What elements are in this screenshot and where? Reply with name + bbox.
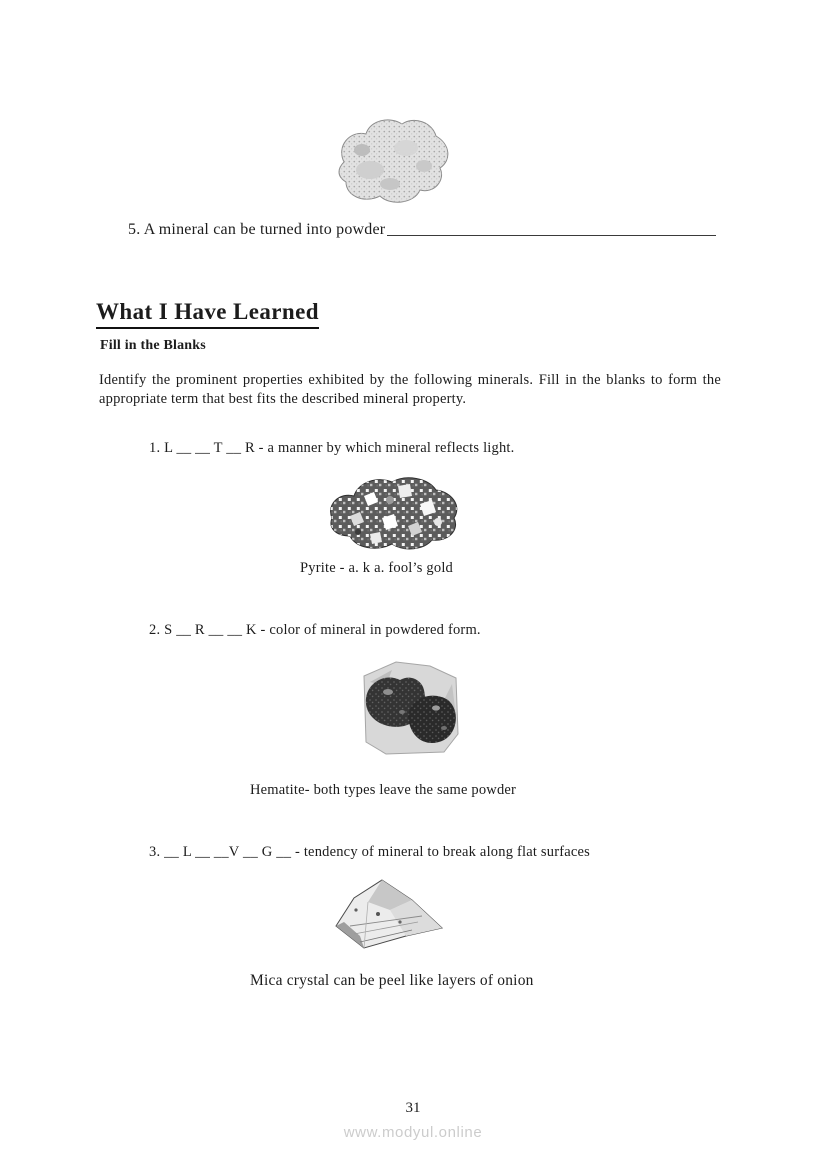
hematite-caption: Hematite- both types leave the same powder <box>250 782 517 798</box>
pyrite-figure <box>320 470 468 557</box>
question-2-label: 2. S __ R __ __ K - color of mineral in powdered form. <box>149 622 481 638</box>
instructions-text: Identify the prominent properties exhibited by the following minerals. Fill in the blanks to form the appropriate term that best fits the described mineral property. <box>99 372 721 407</box>
hematite-image <box>356 656 464 758</box>
question-1-label: 1. L __ __ T __ R - a manner by which mineral reflects light. <box>149 440 515 456</box>
page-number: 31 <box>405 1100 421 1116</box>
question-3-label: 3. __ L __ __V __ G __ - tendency of mineral to break along flat surfaces <box>149 844 591 860</box>
mica-figure <box>320 876 448 965</box>
question-5-text: 5. A mineral can be turned into powder <box>128 221 386 238</box>
pyrite-image <box>320 470 468 552</box>
section-subtitle: Fill in the Blanks <box>100 338 206 353</box>
powder-mineral-figure <box>328 110 456 213</box>
pyrite-caption: Pyrite - a. k a. fool’s gold <box>300 560 453 576</box>
powder-mineral-image <box>328 110 456 208</box>
hematite-figure <box>356 656 464 763</box>
answer-blank-line <box>387 234 716 236</box>
watermark: www.modyul.online <box>343 1124 483 1141</box>
section-title: What I Have Learned <box>96 299 319 329</box>
question-5-line <box>128 221 716 239</box>
mica-caption: Mica crystal can be peel like layers of onion <box>250 972 534 989</box>
mica-image <box>320 876 448 960</box>
